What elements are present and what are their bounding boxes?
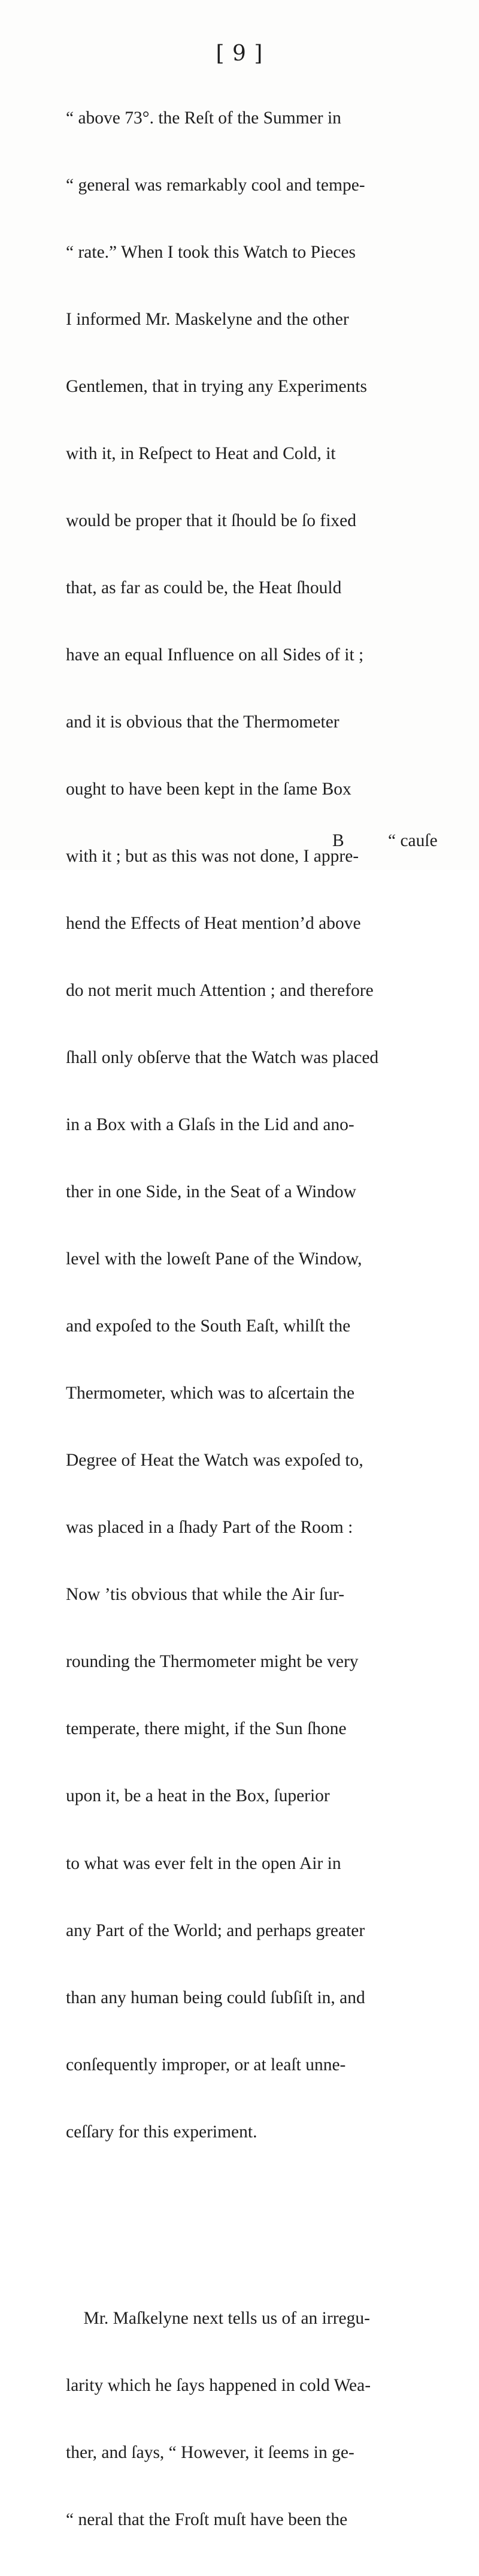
text-line: have an equal Influence on all Sides of it ; bbox=[66, 645, 364, 665]
text-line: hend the Effects of Heat mention’d above bbox=[66, 914, 361, 934]
text-line: Now ’tis obvious that while the Air ſur- bbox=[66, 1585, 345, 1605]
page-footer bbox=[0, 831, 479, 855]
text-line: than any human being could ſubſiſt in, and bbox=[66, 1988, 365, 2007]
text-line: temperate, there might, if the Sun ſhone bbox=[66, 1719, 347, 1739]
text-line: would be proper that it ſhould be ſo fixed bbox=[66, 511, 357, 530]
text-line: conſequently improper, or at leaſt unne- bbox=[66, 2055, 346, 2074]
text-line: was placed in a ſhady Part of the Room : bbox=[66, 1518, 353, 1538]
text-line: and expoſed to the South Eaſt, whilſt the bbox=[66, 1316, 351, 1336]
text-line: Mr. Maſkelyne next tells us of an irregu- bbox=[66, 2309, 370, 2329]
text-line: and it is obvious that the Thermometer bbox=[66, 712, 339, 732]
text-line: I informed Mr. Maskelyne and the other bbox=[66, 309, 349, 329]
text-line: upon it, be a heat in the Box, ſuperior bbox=[66, 1786, 330, 1806]
text-line: that, as far as could be, the Heat ſhould bbox=[66, 578, 342, 597]
text-line: “ neral that the Froſt muſt have been the bbox=[66, 2510, 348, 2530]
text-line: with it ; but as this was not done, I appre- bbox=[66, 847, 359, 866]
text-line: ceſſary for this experiment. bbox=[66, 2122, 257, 2142]
paragraph-gap bbox=[66, 2210, 473, 2240]
text-line: in a Box with a Glaſs in the Lid and ano- bbox=[66, 1115, 354, 1135]
body-text bbox=[66, 62, 473, 2576]
text-line: “ above 73°. the Reſt of the Summer in bbox=[66, 108, 341, 128]
text-line: “ general was remarkably cool and tempe- bbox=[66, 175, 365, 195]
text-line: “ rate.” When I took this Watch to Pieces bbox=[66, 242, 356, 262]
text-line: any Part of the World; and perhaps greater bbox=[66, 1920, 365, 1940]
text-line: Degree of Heat the Watch was expoſed to, bbox=[66, 1451, 363, 1470]
page-number-header: [ 9 ] bbox=[216, 41, 263, 66]
text-line: Thermometer, which was to aſcertain the bbox=[66, 1384, 355, 1403]
text-line: do not merit much Attention ; and therefore bbox=[66, 981, 374, 1001]
catchword: “ cauſe bbox=[388, 831, 438, 850]
text-line: to what was ever felt in the open Air in bbox=[66, 1853, 341, 1873]
text-line: rounding the Thermometer might be very bbox=[66, 1652, 359, 1672]
text-line: with it, in Reſpect to Heat and Cold, it bbox=[66, 443, 336, 463]
signature-mark: B bbox=[332, 831, 344, 850]
text-line: larity which he ſays happened in cold Wea- bbox=[66, 2376, 371, 2396]
text-line: ſhall only obſerve that the Watch was placed bbox=[66, 1048, 379, 1068]
text-line: ther, and ſays, “ However, it ſeems in ge- bbox=[66, 2443, 354, 2463]
text-line: ther in one Side, in the Seat of a Window bbox=[66, 1182, 356, 1202]
text-line: Gentlemen, that in trying any Experiments bbox=[66, 376, 368, 396]
text-line: ought to have been kept in the ſame Box bbox=[66, 780, 351, 799]
text-line: level with the loweſt Pane of the Window, bbox=[66, 1249, 362, 1269]
